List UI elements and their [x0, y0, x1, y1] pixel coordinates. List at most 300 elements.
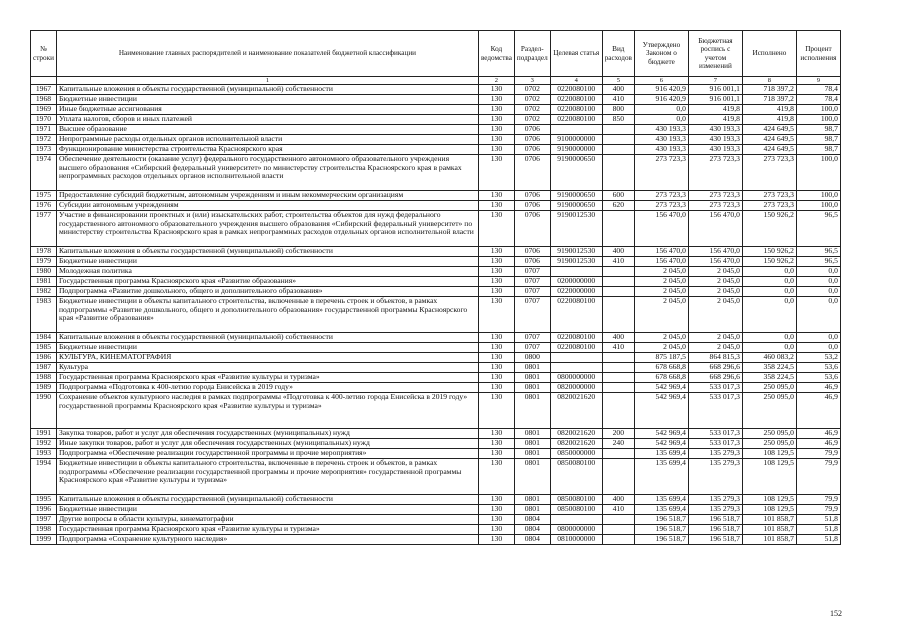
row-target-item: 9190000650: [550, 191, 602, 201]
row-budget-roster: 2 045,0: [688, 277, 742, 287]
row-budget-roster: 135 279,3: [688, 505, 742, 515]
row-executed: 424 649,5: [742, 145, 796, 155]
row-executed: 108 129,5: [742, 505, 796, 515]
table-row: [31, 267, 841, 277]
row-target-item: 0850080100: [550, 459, 602, 495]
row-percent: 100,0: [796, 105, 840, 115]
row-percent: 46,9: [796, 439, 840, 449]
row-budget-roster: 156 470,0: [688, 257, 742, 267]
row-percent: 51,8: [796, 525, 840, 535]
column-number: 1: [56, 77, 478, 85]
row-dept-code: 130: [478, 125, 514, 135]
row-section: 0707: [514, 277, 550, 287]
row-target-item: 0220080100: [550, 343, 602, 353]
row-section: 0702: [514, 105, 550, 115]
table-row: [31, 105, 841, 115]
row-section: 0800: [514, 353, 550, 363]
row-executed: 108 129,5: [742, 459, 796, 495]
row-number: 1982: [31, 287, 57, 297]
row-dept-code: 130: [478, 393, 514, 429]
row-percent: 79,9: [796, 449, 840, 459]
row-expense-type: 600: [602, 191, 634, 201]
row-number: 1991: [31, 429, 57, 439]
row-executed: 101 858,7: [742, 535, 796, 545]
table-row: [31, 95, 841, 105]
table-row: [31, 439, 841, 449]
row-number: 1988: [31, 373, 57, 383]
row-dept-code: 130: [478, 383, 514, 393]
row-section: 0702: [514, 95, 550, 105]
row-budget-roster: 533 017,3: [688, 439, 742, 449]
table-row: [31, 353, 841, 363]
row-number: 1971: [31, 125, 57, 135]
row-budget-roster: 533 017,3: [688, 393, 742, 429]
column-number: 3: [514, 77, 550, 85]
row-budget-roster: 2 045,0: [688, 343, 742, 353]
row-budget-roster: 135 279,3: [688, 459, 742, 495]
row-target-item: 0800000000: [550, 525, 602, 535]
row-section: 0707: [514, 297, 550, 333]
row-description: Капитальные вложения в объекты государственной (муниципальной) собственности: [56, 85, 478, 95]
row-description: Государственная программа Красноярского края «Развитие культуры и туризма»: [56, 525, 478, 535]
row-dept-code: 130: [478, 373, 514, 383]
row-expense-type: 410: [602, 343, 634, 353]
row-dept-code: 130: [478, 155, 514, 191]
table-row: [31, 211, 841, 247]
row-target-item: [550, 515, 602, 525]
row-executed: 358 224,5: [742, 373, 796, 383]
row-percent: 0,0: [796, 343, 840, 353]
row-percent: 98,7: [796, 135, 840, 145]
row-expense-type: [602, 353, 634, 363]
row-budget-roster: 668 296,6: [688, 373, 742, 383]
table-row: [31, 525, 841, 535]
row-section: 0707: [514, 333, 550, 343]
row-percent: 98,7: [796, 145, 840, 155]
column-number: 4: [550, 77, 602, 85]
row-expense-type: 400: [602, 247, 634, 257]
row-percent: 78,4: [796, 95, 840, 105]
row-target-item: [550, 125, 602, 135]
row-section: 0801: [514, 383, 550, 393]
table-row: [31, 343, 841, 353]
row-dept-code: 130: [478, 449, 514, 459]
row-number: 1968: [31, 95, 57, 105]
table-row: [31, 515, 841, 525]
row-percent: 98,7: [796, 125, 840, 135]
header-row-number: № строки: [31, 31, 57, 77]
table-row: [31, 201, 841, 211]
row-executed: 150 926,2: [742, 257, 796, 267]
row-executed: 108 129,5: [742, 449, 796, 459]
row-percent: 79,9: [796, 495, 840, 505]
row-budget-roster: 916 001,1: [688, 95, 742, 105]
row-budget-roster: 2 045,0: [688, 297, 742, 333]
column-number: 7: [688, 77, 742, 85]
row-budget-roster: 196 518,7: [688, 525, 742, 535]
row-target-item: 0820000000: [550, 383, 602, 393]
row-approved: 273 723,3: [634, 155, 688, 191]
row-description: Подпрограмма «Сохранение культурного наследия»: [56, 535, 478, 545]
row-budget-roster: 430 193,3: [688, 135, 742, 145]
row-percent: 78,4: [796, 85, 840, 95]
row-target-item: 0820021620: [550, 439, 602, 449]
row-description: Культура: [56, 363, 478, 373]
row-target-item: [550, 353, 602, 363]
row-description: Государственная программа Красноярского края «Развитие культуры и туризма»: [56, 373, 478, 383]
row-section: 0801: [514, 449, 550, 459]
row-approved: 2 045,0: [634, 297, 688, 333]
row-executed: 0,0: [742, 343, 796, 353]
row-approved: 135 699,4: [634, 449, 688, 459]
row-approved: 196 518,7: [634, 535, 688, 545]
header-budget-roster: Бюджетная роспись с учетом изменений: [688, 31, 742, 77]
row-target-item: 9190000650: [550, 155, 602, 191]
row-expense-type: 410: [602, 257, 634, 267]
row-approved: 678 668,8: [634, 363, 688, 373]
row-expense-type: [602, 277, 634, 287]
row-budget-roster: 135 279,3: [688, 449, 742, 459]
row-number: 1985: [31, 343, 57, 353]
row-description: Бюджетные инвестиции: [56, 95, 478, 105]
table-row: [31, 449, 841, 459]
row-expense-type: 400: [602, 85, 634, 95]
row-budget-roster: 430 193,3: [688, 125, 742, 135]
row-expense-type: [602, 297, 634, 333]
row-executed: 101 858,7: [742, 525, 796, 535]
row-executed: 273 723,3: [742, 201, 796, 211]
row-number: 1979: [31, 257, 57, 267]
row-percent: 96,5: [796, 257, 840, 267]
row-executed: 150 926,2: [742, 247, 796, 257]
row-section: 0801: [514, 459, 550, 495]
row-description: Капитальные вложения в объекты государственной (муниципальной) собственности: [56, 495, 478, 505]
budget-report-page: [30, 30, 841, 545]
row-section: 0707: [514, 343, 550, 353]
row-target-item: 0820021620: [550, 393, 602, 429]
row-percent: 96,5: [796, 247, 840, 257]
row-number: 1975: [31, 191, 57, 201]
row-percent: 0,0: [796, 267, 840, 277]
column-number: 8: [742, 77, 796, 85]
row-budget-roster: 668 296,6: [688, 363, 742, 373]
column-number: 2: [478, 77, 514, 85]
table-row: [31, 383, 841, 393]
header-expense-type: Вид расходов: [602, 31, 634, 77]
row-approved: 542 969,4: [634, 393, 688, 429]
row-percent: 79,9: [796, 459, 840, 495]
row-section: 0706: [514, 145, 550, 155]
row-target-item: 0220080100: [550, 95, 602, 105]
row-section: 0804: [514, 535, 550, 545]
column-number: 5: [602, 77, 634, 85]
row-section: 0706: [514, 201, 550, 211]
row-budget-roster: 2 045,0: [688, 333, 742, 343]
row-number: 1983: [31, 297, 57, 333]
row-target-item: 0810000000: [550, 535, 602, 545]
row-approved: 2 045,0: [634, 343, 688, 353]
row-expense-type: [602, 267, 634, 277]
table-row: [31, 287, 841, 297]
row-section: 0702: [514, 85, 550, 95]
row-approved: 135 699,4: [634, 459, 688, 495]
row-description: КУЛЬТУРА, КИНЕМАТОГРАФИЯ: [56, 353, 478, 363]
row-number: 1972: [31, 135, 57, 145]
row-percent: 79,9: [796, 505, 840, 515]
row-approved: 156 470,0: [634, 247, 688, 257]
row-approved: 542 969,4: [634, 429, 688, 439]
table-body: [31, 85, 841, 545]
row-percent: 53,2: [796, 353, 840, 363]
row-percent: 53,6: [796, 373, 840, 383]
header-approved: Утверждено Законом о бюджете: [634, 31, 688, 77]
row-section: 0706: [514, 155, 550, 191]
row-approved: 0,0: [634, 105, 688, 115]
row-target-item: 0200000000: [550, 277, 602, 287]
row-number: 1978: [31, 247, 57, 257]
row-dept-code: 130: [478, 525, 514, 535]
row-approved: 542 969,4: [634, 439, 688, 449]
row-expense-type: [602, 383, 634, 393]
table-row: [31, 373, 841, 383]
row-number: 1970: [31, 115, 57, 125]
row-dept-code: 130: [478, 505, 514, 515]
row-dept-code: 130: [478, 115, 514, 125]
row-description: Капитальные вложения в объекты государственной (муниципальной) собственности: [56, 247, 478, 257]
row-target-item: [550, 363, 602, 373]
row-budget-roster: 430 193,3: [688, 145, 742, 155]
row-number: 1976: [31, 201, 57, 211]
row-executed: 358 224,5: [742, 363, 796, 373]
row-number: 1977: [31, 211, 57, 247]
table-row: [31, 277, 841, 287]
row-approved: 875 187,5: [634, 353, 688, 363]
row-section: 0801: [514, 429, 550, 439]
column-number: 9: [796, 77, 840, 85]
budget-table: [30, 30, 841, 545]
row-dept-code: 130: [478, 535, 514, 545]
table-row: [31, 155, 841, 191]
row-number: 1995: [31, 495, 57, 505]
row-expense-type: 850: [602, 115, 634, 125]
row-number: 1998: [31, 525, 57, 535]
row-expense-type: 240: [602, 439, 634, 449]
row-target-item: 0220080100: [550, 105, 602, 115]
row-dept-code: 130: [478, 95, 514, 105]
row-dept-code: 130: [478, 277, 514, 287]
row-budget-roster: 273 723,3: [688, 201, 742, 211]
table-row: [31, 145, 841, 155]
table-row: [31, 363, 841, 373]
header-executed: Исполнено: [742, 31, 796, 77]
row-section: 0801: [514, 495, 550, 505]
row-budget-roster: 916 001,1: [688, 85, 742, 95]
row-target-item: 0220080100: [550, 297, 602, 333]
table-row: [31, 429, 841, 439]
row-dept-code: 130: [478, 105, 514, 115]
row-description: Участие в финансировании проектных и (или) изыскательских работ, строительства объектов для нужд федерального государственного автономного образовательного учреждения высшего образования «Сибирский федеральный университет» по министерству строительства Красноярского края в рамках непрограммных расходов отдельных органов исполнительной власти: [56, 211, 478, 247]
header-target-item: Целевая статья: [550, 31, 602, 77]
row-description: Бюджетные инвестиции в объекты капитального строительства, включенные в перечень строек и объектов, в рамках подпрограммы «Обеспечение реализации государственной программы и прочие мероприятия» государственной программы Красноярского края «Развитие культуры и туризма»: [56, 459, 478, 495]
row-number: 1973: [31, 145, 57, 155]
row-executed: 0,0: [742, 333, 796, 343]
row-dept-code: 130: [478, 85, 514, 95]
row-description: Закупка товаров, работ и услуг для обеспечения государственных (муниципальных) нужд: [56, 429, 478, 439]
row-budget-roster: 419,8: [688, 105, 742, 115]
table-row: [31, 191, 841, 201]
row-approved: 2 045,0: [634, 333, 688, 343]
row-dept-code: 130: [478, 363, 514, 373]
row-executed: 424 649,5: [742, 125, 796, 135]
table-row: [31, 333, 841, 343]
row-expense-type: [602, 373, 634, 383]
row-section: 0804: [514, 515, 550, 525]
row-description: Бюджетные инвестиции в объекты капитального строительства, включенные в перечень строек и объектов, в рамках подпрограммы «Развитие дошкольного, общего и дополнительного образования» государственной программы Красноярского края «Развитие образования»: [56, 297, 478, 333]
row-number: 1990: [31, 393, 57, 429]
row-percent: 100,0: [796, 191, 840, 201]
row-number: 1986: [31, 353, 57, 363]
row-number: 1993: [31, 449, 57, 459]
row-expense-type: [602, 211, 634, 247]
row-dept-code: 130: [478, 439, 514, 449]
row-budget-roster: 196 518,7: [688, 515, 742, 525]
row-percent: 0,0: [796, 287, 840, 297]
row-percent: 100,0: [796, 115, 840, 125]
row-dept-code: 130: [478, 201, 514, 211]
row-target-item: 9190012530: [550, 247, 602, 257]
row-number: 1969: [31, 105, 57, 115]
row-approved: 916 420,9: [634, 95, 688, 105]
row-approved: 542 969,4: [634, 383, 688, 393]
row-target-item: 9190012530: [550, 211, 602, 247]
row-description: Подпрограмма «Подготовка к 400-летию города Енисейска в 2019 году»: [56, 383, 478, 393]
row-number: 1996: [31, 505, 57, 515]
row-executed: 108 129,5: [742, 495, 796, 505]
row-dept-code: 130: [478, 287, 514, 297]
row-section: 0706: [514, 247, 550, 257]
row-description: Бюджетные инвестиции: [56, 343, 478, 353]
row-number: 1987: [31, 363, 57, 373]
table-row: [31, 85, 841, 95]
row-approved: 430 193,3: [634, 125, 688, 135]
row-target-item: 9190000000: [550, 145, 602, 155]
row-expense-type: [602, 155, 634, 191]
row-expense-type: [602, 145, 634, 155]
row-approved: 430 193,3: [634, 135, 688, 145]
row-percent: 0,0: [796, 297, 840, 333]
row-percent: 46,9: [796, 429, 840, 439]
row-section: 0707: [514, 267, 550, 277]
row-description: Субсидии автономным учреждениям: [56, 201, 478, 211]
row-percent: 96,5: [796, 211, 840, 247]
row-percent: 51,8: [796, 515, 840, 525]
row-target-item: [550, 267, 602, 277]
row-description: Подпрограмма «Обеспечение реализации государственной программы и прочие мероприятия»: [56, 449, 478, 459]
row-approved: 135 699,4: [634, 495, 688, 505]
row-description: Бюджетные инвестиции: [56, 257, 478, 267]
row-description: Подпрограмма «Развитие дошкольного, общего и дополнительного образования»: [56, 287, 478, 297]
row-executed: 273 723,3: [742, 191, 796, 201]
row-percent: 0,0: [796, 333, 840, 343]
row-number: 1997: [31, 515, 57, 525]
row-dept-code: 130: [478, 145, 514, 155]
row-expense-type: 800: [602, 105, 634, 115]
row-executed: 718 397,2: [742, 85, 796, 95]
row-target-item: 0850080100: [550, 505, 602, 515]
row-expense-type: 400: [602, 333, 634, 343]
row-executed: 419,8: [742, 115, 796, 125]
row-target-item: 0850080100: [550, 495, 602, 505]
row-budget-roster: 273 723,3: [688, 155, 742, 191]
row-executed: 250 095,0: [742, 429, 796, 439]
row-expense-type: [602, 515, 634, 525]
row-number: 1999: [31, 535, 57, 545]
row-executed: 250 095,0: [742, 393, 796, 429]
header-name: Наименование главных распорядителей и наименование показателей бюджетной классификации: [56, 31, 478, 77]
row-executed: 250 095,0: [742, 439, 796, 449]
row-expense-type: [602, 459, 634, 495]
row-expense-type: 400: [602, 495, 634, 505]
table-row: [31, 247, 841, 257]
row-description: Иные бюджетные ассигнования: [56, 105, 478, 115]
row-expense-type: [602, 535, 634, 545]
row-description: Функционирование министерства строительства Красноярского края: [56, 145, 478, 155]
row-description: Уплата налогов, сборов и иных платежей: [56, 115, 478, 125]
row-budget-roster: 533 017,3: [688, 383, 742, 393]
row-section: 0706: [514, 191, 550, 201]
row-dept-code: 130: [478, 333, 514, 343]
row-target-item: 0800000000: [550, 373, 602, 383]
row-number: 1974: [31, 155, 57, 191]
row-description: Молодежная политика: [56, 267, 478, 277]
row-budget-roster: 2 045,0: [688, 267, 742, 277]
row-budget-roster: 864 815,3: [688, 353, 742, 363]
row-approved: 273 723,3: [634, 191, 688, 201]
row-approved: 916 420,9: [634, 85, 688, 95]
row-percent: 51,8: [796, 535, 840, 545]
row-executed: 424 649,5: [742, 135, 796, 145]
row-expense-type: [602, 363, 634, 373]
row-target-item: 0220000000: [550, 287, 602, 297]
row-description: Иные закупки товаров, работ и услуг для обеспечения государственных (муниципальных) нужд: [56, 439, 478, 449]
row-number: 1984: [31, 333, 57, 343]
header-section: Раздел-подраздел: [514, 31, 550, 77]
row-expense-type: [602, 525, 634, 535]
row-budget-roster: 156 470,0: [688, 247, 742, 257]
row-approved: 273 723,3: [634, 201, 688, 211]
row-description: Обеспечение деятельности (оказание услуг) федерального государственного автономного образовательного учреждения высшего образования «Сибирский федеральный университет» по министерству строительства Красноярского края в рамках непрограммных расходов отдельных органов исполнительной власти: [56, 155, 478, 191]
row-target-item: 9190012530: [550, 257, 602, 267]
row-expense-type: [602, 287, 634, 297]
row-section: 0801: [514, 363, 550, 373]
row-target-item: 0220080100: [550, 85, 602, 95]
row-expense-type: [602, 135, 634, 145]
row-approved: 135 699,4: [634, 505, 688, 515]
row-dept-code: 130: [478, 459, 514, 495]
row-budget-roster: 2 045,0: [688, 287, 742, 297]
row-dept-code: 130: [478, 429, 514, 439]
row-section: 0707: [514, 287, 550, 297]
page-number: 152: [830, 609, 842, 618]
row-dept-code: 130: [478, 515, 514, 525]
row-number: 1989: [31, 383, 57, 393]
row-executed: 101 858,7: [742, 515, 796, 525]
column-number: 6: [634, 77, 688, 85]
table-row: [31, 297, 841, 333]
row-executed: 0,0: [742, 267, 796, 277]
row-dept-code: 130: [478, 191, 514, 201]
table-row: [31, 535, 841, 545]
